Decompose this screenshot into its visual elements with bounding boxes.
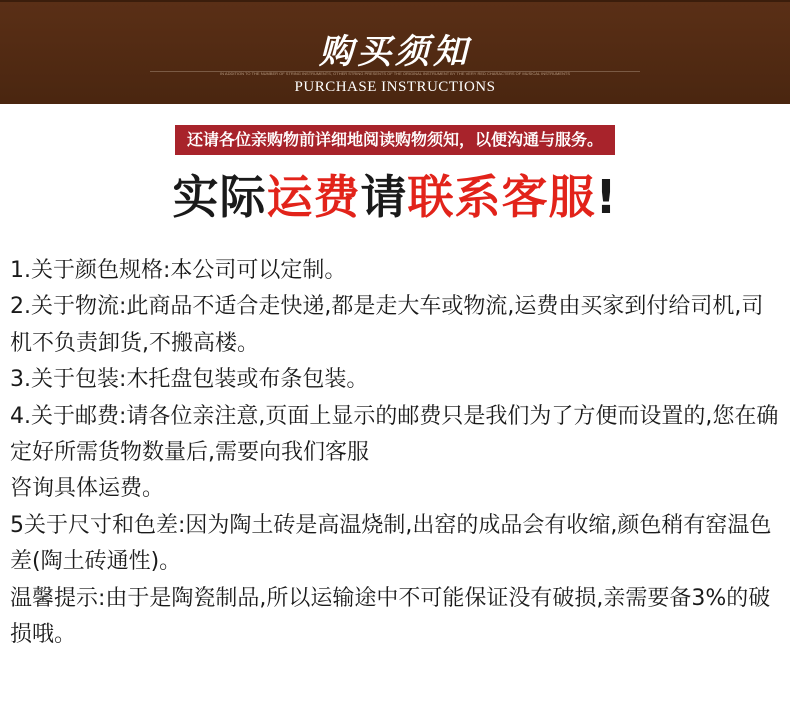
headline-part-3: 请	[360, 170, 408, 224]
instructions-list	[10, 253, 780, 653]
headline-part-1: 实际	[172, 170, 267, 224]
notice-container	[0, 125, 790, 155]
header-banner	[0, 0, 790, 104]
instruction-postage-cont: 咨询具体运费。	[10, 476, 165, 502]
notice-banner: 还请各位亲购物前详细地阅读购物须知，以便沟通与服务。	[175, 125, 615, 155]
headline-part-2: 运费	[266, 170, 361, 224]
headline-part-5: !	[595, 170, 618, 224]
instruction-color-spec: 1.关于颜色规格:本公司可以定制。	[10, 258, 347, 283]
headline-part-4: 联系客服	[407, 170, 596, 224]
header-title: 购买须知	[319, 32, 471, 72]
instruction-postage: 4.关于邮费:请各位亲注意,页面上显示的邮费只是我们为了方便而设置的,您在确定好所需货物数量后,需要向我们客服	[10, 403, 779, 466]
instruction-size-color-diff: 5关于尺寸和色差:因为陶土砖是高温烧制,出窑的成品会有收缩,颜色稍有窑温色差(陶土砖通性)。	[10, 512, 772, 575]
header-decorative-rule: IN ADDITION TO THE NUMBER OF STRING INSTRUMENTS, OTHER STRING PRESENTS OF THE ORIGINAL INSTRUMENT BY THE VERY RED CHARACTERS OF MUSICAL INSTRUMENTS	[150, 71, 640, 76]
shipping-headline	[0, 167, 790, 227]
instruction-warm-tip: 温馨提示:由于是陶瓷制品,所以运输途中不可能保证没有破损,亲需要备3%的破损哦。	[10, 585, 771, 648]
instruction-logistics: 2.关于物流:此商品不适合走快递,都是走大车或物流,运费由买家到付给司机,司机不负责卸货,不搬高楼。	[10, 294, 764, 356]
instruction-packaging: 3.关于包装:木托盘包装或布条包装。	[10, 367, 369, 393]
header-subtitle: PURCHASE INSTRUCTIONS	[294, 79, 496, 95]
